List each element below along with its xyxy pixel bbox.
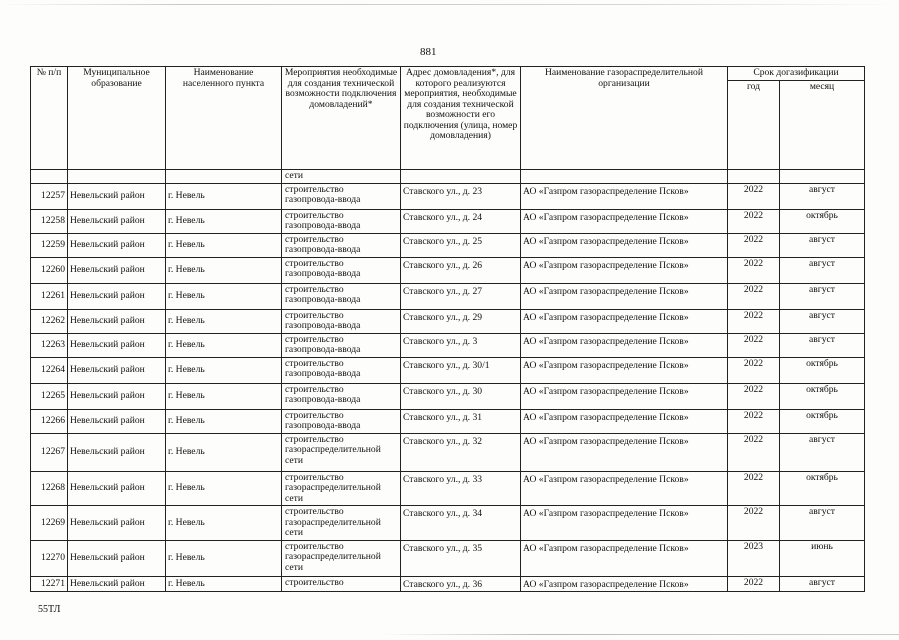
table-row — [31, 233, 865, 257]
municipality-cell: Невельский район — [68, 409, 166, 433]
table-row — [31, 257, 865, 283]
organization-cell: АО «Газпром газораспределение Псков» — [521, 433, 728, 471]
activity-cell: строительство газопровода-ввода — [282, 309, 401, 333]
municipality-cell: Невельский район — [68, 471, 166, 506]
month-cell: август — [780, 333, 865, 357]
address-cell: Ставского ул., д. 27 — [401, 283, 521, 309]
address-cell: Ставского ул., д. 24 — [401, 209, 521, 233]
header-municipality: Муниципальное образование — [68, 67, 166, 170]
activity-cell: строительство газораспределительной сети — [282, 471, 401, 506]
settlement-cell: г. Невель — [166, 209, 282, 233]
settlement-cell: г. Невель — [166, 233, 282, 257]
scan-artifact-top — [0, 4, 899, 5]
organization-cell: АО «Газпром газораспределение Псков» — [521, 576, 728, 592]
settlement-cell: г. Невель — [166, 309, 282, 333]
settlement-cell: г. Невель — [166, 506, 282, 541]
year-cell: 2022 — [728, 409, 780, 433]
row-number: 12259 — [31, 233, 68, 257]
municipality-cell: Невельский район — [68, 209, 166, 233]
address-cell: Ставского ул., д. 30/1 — [401, 357, 521, 383]
year-cell: 2022 — [728, 257, 780, 283]
month-cell: октябрь — [780, 383, 865, 409]
month-cell: август — [780, 233, 865, 257]
year-cell: 2022 — [728, 576, 780, 592]
row-number: 12258 — [31, 209, 68, 233]
year-cell: 2022 — [728, 283, 780, 309]
table-row — [31, 283, 865, 309]
header-num: № п/п — [31, 67, 68, 170]
row-number: 12261 — [31, 283, 68, 309]
year-cell: 2022 — [728, 506, 780, 541]
table-row — [31, 309, 865, 333]
year-cell: 2022 — [728, 383, 780, 409]
header-month: месяц — [780, 80, 865, 170]
settlement-cell: г. Невель — [166, 471, 282, 506]
address-cell: Ставского ул., д. 30 — [401, 383, 521, 409]
header-deadline: Срок догазификации — [728, 67, 865, 81]
year-cell: 2022 — [728, 471, 780, 506]
row-number: 12271 — [31, 576, 68, 592]
organization-cell: АО «Газпром газораспределение Псков» — [521, 357, 728, 383]
row-number: 12262 — [31, 309, 68, 333]
gasification-table — [30, 66, 865, 592]
month-cell: октябрь — [780, 357, 865, 383]
header-row-1 — [31, 67, 865, 81]
organization-cell: АО «Газпром газораспределение Псков» — [521, 283, 728, 309]
table-row — [31, 471, 865, 506]
activity-cell: строительство газопровода-ввода — [282, 257, 401, 283]
municipality-cell: Невельский район — [68, 309, 166, 333]
table-row — [31, 409, 865, 433]
table-row — [31, 576, 865, 592]
table-row — [31, 183, 865, 209]
organization-cell: АО «Газпром газораспределение Псков» — [521, 183, 728, 209]
table-row — [31, 383, 865, 409]
month-cell: август — [780, 257, 865, 283]
organization-cell: АО «Газпром газораспределение Псков» — [521, 233, 728, 257]
organization-cell: АО «Газпром газораспределение Псков» — [521, 506, 728, 541]
municipality-cell: Невельский район — [68, 540, 166, 576]
year-cell: 2022 — [728, 309, 780, 333]
year-cell: 2022 — [728, 233, 780, 257]
page-number: 881 — [420, 46, 437, 58]
table-row — [31, 333, 865, 357]
organization-cell: АО «Газпром газораспределение Псков» — [521, 257, 728, 283]
address-cell: Ставского ул., д. 23 — [401, 183, 521, 209]
address-cell: Ставского ул., д. 33 — [401, 471, 521, 506]
municipality-cell: Невельский район — [68, 233, 166, 257]
row-number: 12268 — [31, 471, 68, 506]
municipality-cell: Невельский район — [68, 506, 166, 541]
footer-code: 55ТЛ — [38, 604, 61, 615]
continuation-cell: сети — [282, 170, 401, 184]
address-cell: Ставского ул., д. 29 — [401, 309, 521, 333]
municipality-cell: Невельский район — [68, 433, 166, 471]
header-activities: Мероприятия необходимые для создания технической возможности подключения домовладений* — [282, 67, 401, 170]
municipality-cell: Невельский район — [68, 283, 166, 309]
month-cell: август — [780, 283, 865, 309]
table-container — [30, 66, 865, 592]
month-cell: август — [780, 576, 865, 592]
organization-cell: АО «Газпром газораспределение Псков» — [521, 409, 728, 433]
row-number: 12260 — [31, 257, 68, 283]
month-cell: октябрь — [780, 409, 865, 433]
municipality-cell: Невельский район — [68, 576, 166, 592]
settlement-cell: г. Невель — [166, 409, 282, 433]
year-cell: 2022 — [728, 333, 780, 357]
header-settlement: Наименование населенного пункта — [166, 67, 282, 170]
settlement-cell: г. Невель — [166, 383, 282, 409]
month-cell: октябрь — [780, 209, 865, 233]
row-number: 12264 — [31, 357, 68, 383]
settlement-cell: г. Невель — [166, 183, 282, 209]
year-cell: 2022 — [728, 183, 780, 209]
month-cell: август — [780, 433, 865, 471]
table-row — [31, 357, 865, 383]
address-cell: Ставского ул., д. 35 — [401, 540, 521, 576]
municipality-cell: Невельский район — [68, 357, 166, 383]
month-cell: август — [780, 183, 865, 209]
activity-cell: строительство газораспределительной сети — [282, 540, 401, 576]
activity-cell: строительство газораспределительной сети — [282, 506, 401, 541]
row-number: 12265 — [31, 383, 68, 409]
table-row — [31, 209, 865, 233]
activity-cell: строительство газораспределительной сети — [282, 433, 401, 471]
organization-cell: АО «Газпром газораспределение Псков» — [521, 383, 728, 409]
settlement-cell: г. Невель — [166, 357, 282, 383]
municipality-cell: Невельский район — [68, 183, 166, 209]
address-cell: Ставского ул., д. 36 — [401, 576, 521, 592]
settlement-cell: г. Невель — [166, 540, 282, 576]
settlement-cell: г. Невель — [166, 257, 282, 283]
month-cell: октябрь — [780, 471, 865, 506]
header-year: год — [728, 80, 780, 170]
year-cell: 2022 — [728, 209, 780, 233]
row-number: 12267 — [31, 433, 68, 471]
settlement-cell: г. Невель — [166, 433, 282, 471]
activity-cell: строительство газопровода-ввода — [282, 409, 401, 433]
address-cell: Ставского ул., д. 25 — [401, 233, 521, 257]
activity-cell: строительство — [282, 576, 401, 592]
municipality-cell: Невельский район — [68, 257, 166, 283]
settlement-cell: г. Невель — [166, 283, 282, 309]
activity-cell: строительство газопровода-ввода — [282, 233, 401, 257]
year-cell: 2023 — [728, 540, 780, 576]
row-number: 12263 — [31, 333, 68, 357]
row-number: 12270 — [31, 540, 68, 576]
year-cell: 2022 — [728, 357, 780, 383]
month-cell: июнь — [780, 540, 865, 576]
activity-cell: строительство газопровода-ввода — [282, 357, 401, 383]
organization-cell: АО «Газпром газораспределение Псков» — [521, 333, 728, 357]
header-organization: Наименование газораспределительной организации — [521, 67, 728, 170]
row-number: 12269 — [31, 506, 68, 541]
organization-cell: АО «Газпром газораспределение Псков» — [521, 471, 728, 506]
header-address: Адрес домовладения*, для которого реализуются мероприятия, необходимые для создания технической возможности его подключения (улица, номер домовладения) — [401, 67, 521, 170]
activity-cell: строительство газопровода-ввода — [282, 333, 401, 357]
year-cell: 2022 — [728, 433, 780, 471]
organization-cell: АО «Газпром газораспределение Псков» — [521, 540, 728, 576]
address-cell: Ставского ул., д. 26 — [401, 257, 521, 283]
municipality-cell: Невельский район — [68, 333, 166, 357]
address-cell: Ставского ул., д. 31 — [401, 409, 521, 433]
activity-cell: строительство газопровода-ввода — [282, 209, 401, 233]
address-cell: Ставского ул., д. 3 — [401, 333, 521, 357]
row-number: 12257 — [31, 183, 68, 209]
scan-artifact-bottom — [380, 634, 899, 635]
address-cell: Ставского ул., д. 34 — [401, 506, 521, 541]
month-cell: август — [780, 309, 865, 333]
activity-cell: строительство газопровода-ввода — [282, 383, 401, 409]
table-row — [31, 433, 865, 471]
activity-cell: строительство газопровода-ввода — [282, 183, 401, 209]
continuation-row — [31, 170, 865, 184]
organization-cell: АО «Газпром газораспределение Псков» — [521, 309, 728, 333]
settlement-cell: г. Невель — [166, 333, 282, 357]
activity-cell: строительство газопровода-ввода — [282, 283, 401, 309]
month-cell: август — [780, 506, 865, 541]
row-number: 12266 — [31, 409, 68, 433]
settlement-cell: г. Невель — [166, 576, 282, 592]
table-row — [31, 540, 865, 576]
municipality-cell: Невельский район — [68, 383, 166, 409]
organization-cell: АО «Газпром газораспределение Псков» — [521, 209, 728, 233]
address-cell: Ставского ул., д. 32 — [401, 433, 521, 471]
table-body — [31, 170, 865, 592]
table-row — [31, 506, 865, 541]
